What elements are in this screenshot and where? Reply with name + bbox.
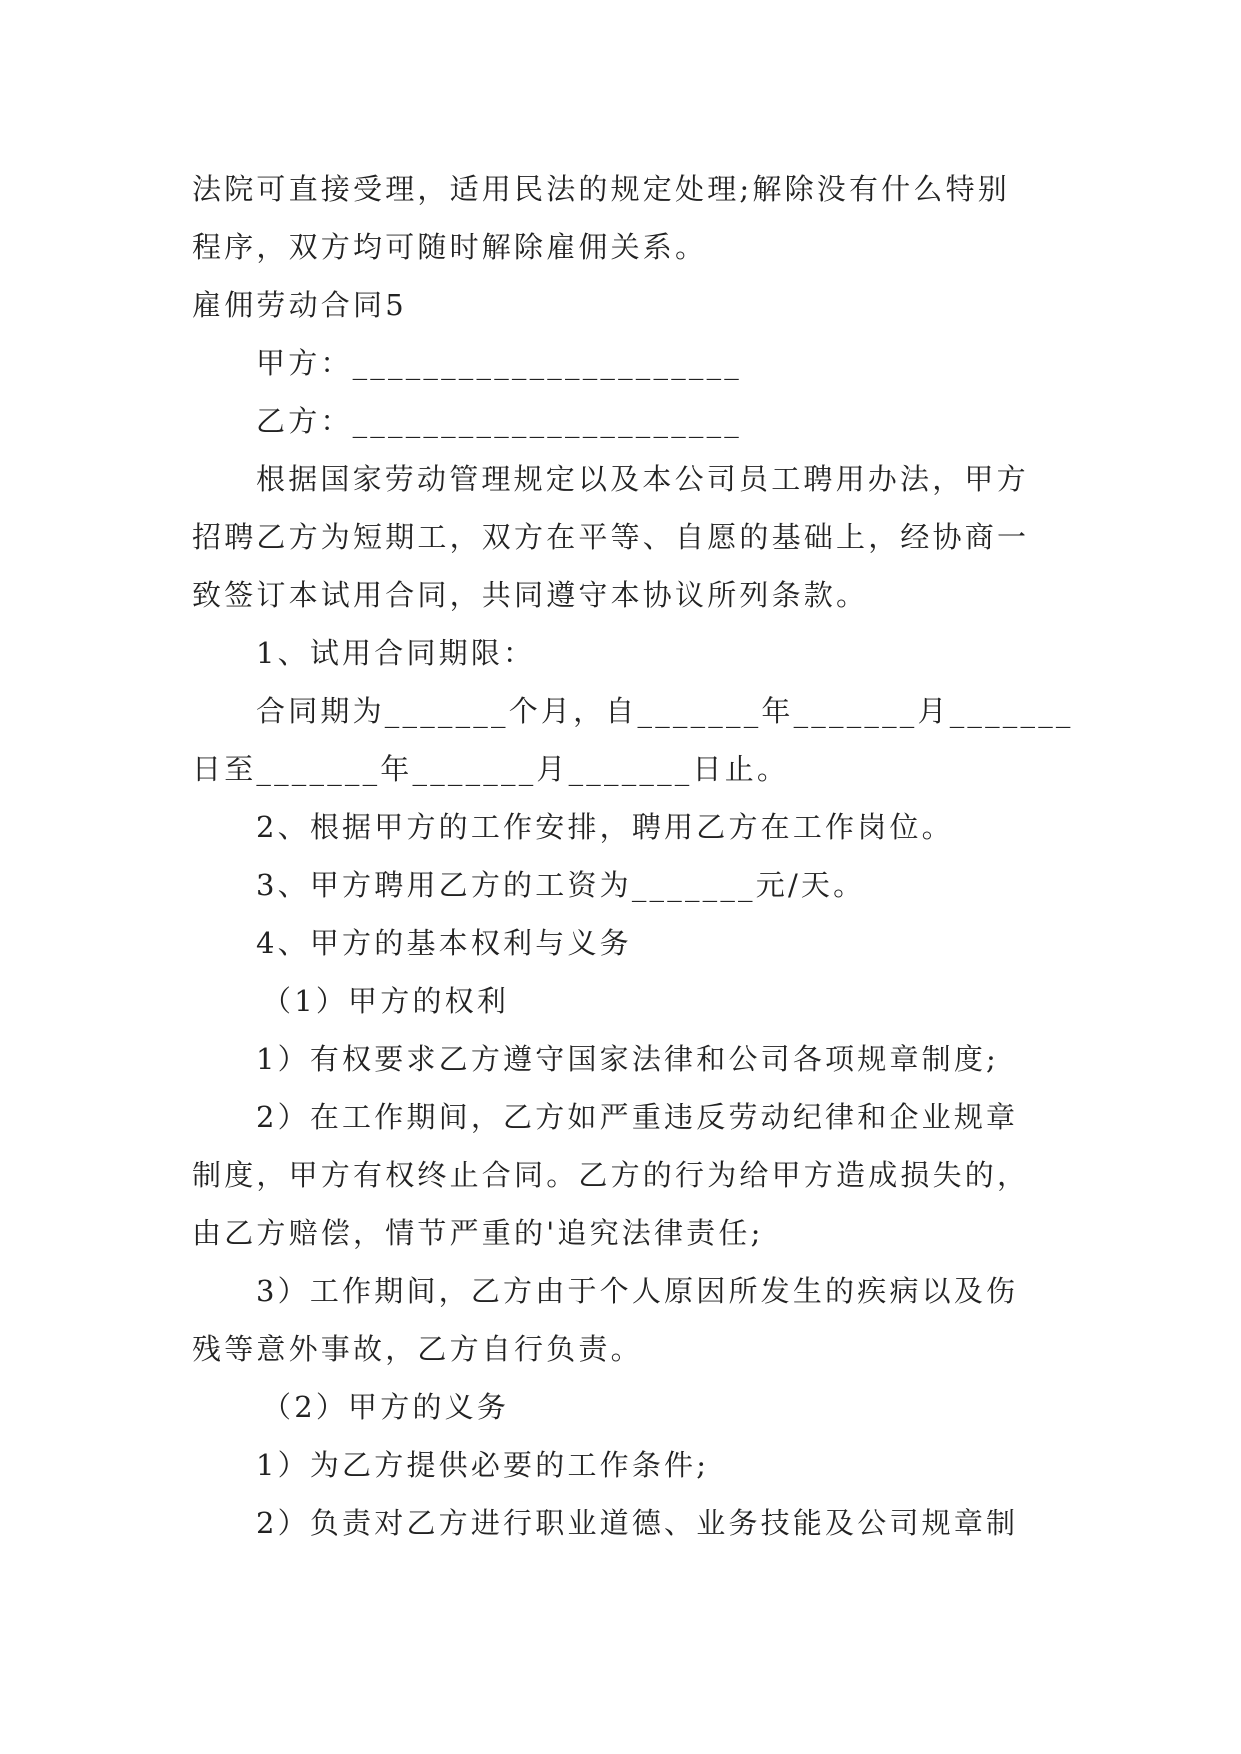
clause-line: 3、甲方聘用乙方的工资为_______元/天。 [256,868,866,902]
paragraph-line: 制度，甲方有权终止合同。乙方的行为给甲方造成损失的， [192,1158,1030,1192]
paragraph-line: 合同期为_______个月，自_______年_______月_______ [256,694,1074,728]
list-item: 2）在工作期间，乙方如严重违反劳动纪律和企业规章 [256,1100,1019,1134]
sub-heading: （2）甲方的义务 [262,1390,510,1424]
list-item: 3）工作期间，乙方由于个人原因所发生的疾病以及伤 [256,1274,1019,1308]
clause-heading: 4、甲方的基本权利与义务 [256,926,632,960]
paragraph-line: 残等意外事故，乙方自行负责。 [192,1332,643,1366]
party-a-field: 甲方：______________________ [256,346,743,380]
list-item: 2）负责对乙方进行职业道德、业务技能及公司规章制 [256,1506,1019,1540]
clause-line: 2、根据甲方的工作安排，聘用乙方在工作岗位。 [256,810,954,844]
paragraph-line: 招聘乙方为短期工，双方在平等、自愿的基础上，经协商一 [192,520,1030,554]
paragraph-line: 程序，双方均可随时解除雇佣关系。 [192,230,708,264]
clause-heading: 1、试用合同期限： [256,636,536,670]
document-body [192,160,1074,1552]
party-b-field: 乙方：______________________ [256,404,743,438]
paragraph-line: 致签订本试用合同，共同遵守本协议所列条款。 [192,578,869,612]
sub-heading: （1）甲方的权利 [262,984,510,1018]
list-item: 1）有权要求乙方遵守国家法律和公司各项规章制度; [256,1042,1000,1076]
paragraph-line: 法院可直接受理，适用民法的规定处理;解除没有什么特别 [192,172,1010,206]
paragraph-line: 日至_______年_______月_______日止。 [192,752,790,786]
contract-title: 雇佣劳动合同5 [192,288,407,322]
list-item: 1）为乙方提供必要的工作条件; [256,1448,710,1482]
paragraph-line: 由乙方赔偿，情节严重的'追究法律责任; [192,1216,764,1250]
paragraph-line: 根据国家劳动管理规定以及本公司员工聘用办法，甲方 [256,462,1029,496]
